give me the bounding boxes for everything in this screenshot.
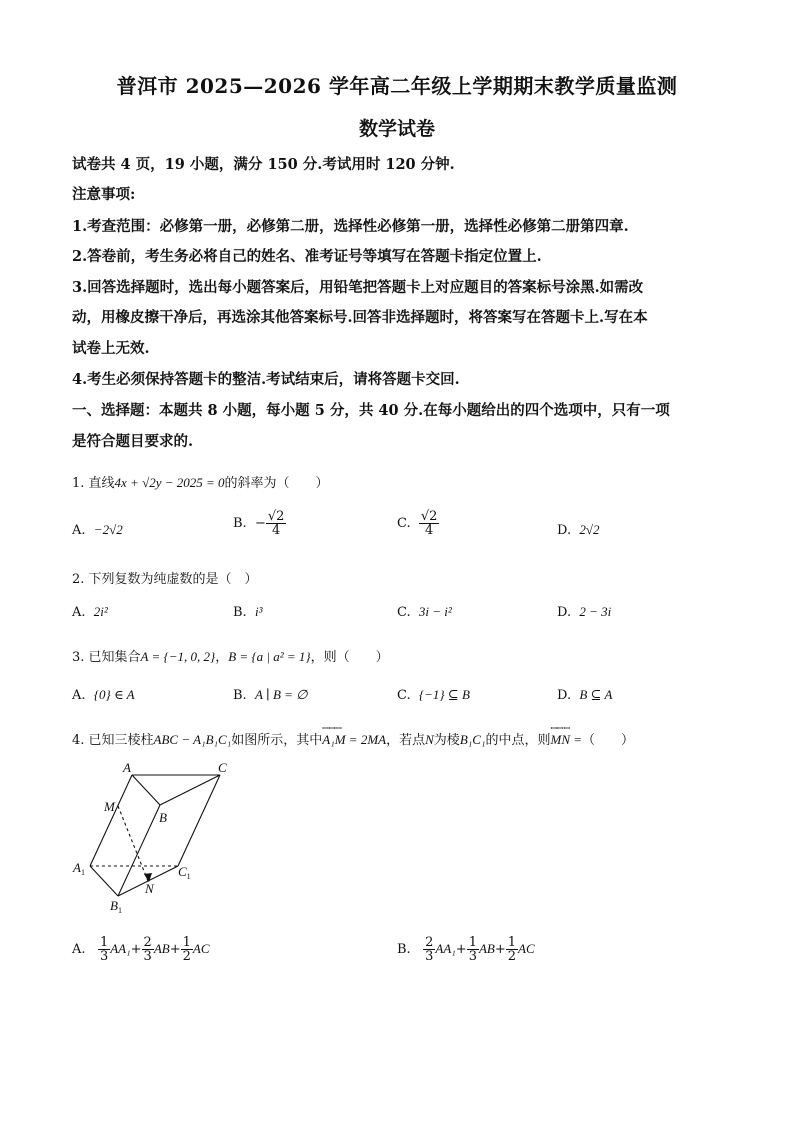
label-c1-letter: C bbox=[178, 864, 187, 879]
vector: AB bbox=[478, 941, 495, 956]
option-value: −2√2 bbox=[93, 522, 123, 537]
note-3: 3.回答选择题时，选出每小题答案后，用铅笔把答题卡上对应题目的答案标号涂黑.如需改 bbox=[72, 279, 644, 296]
notes-heading: 注意事项: bbox=[72, 186, 136, 203]
q4-prefix: 4. 已知三棱柱 bbox=[72, 733, 154, 748]
edge-a1b1 bbox=[90, 866, 118, 896]
fraction bbox=[506, 936, 518, 963]
numerator: 2 bbox=[143, 935, 152, 950]
option-label: C. bbox=[397, 516, 411, 531]
exam-summary: 试卷共 4 页，19 小题，满分 150 分.考试用时 120 分钟. bbox=[72, 156, 455, 173]
option-label: D. bbox=[557, 688, 572, 703]
note-1: 1.考查范围：必修第一册，必修第二册，选择性必修第一册，选择性必修第二册第四章. bbox=[72, 218, 629, 235]
label-c1-sub: 1 bbox=[186, 872, 191, 881]
question-3 bbox=[72, 646, 389, 665]
label-a1-letter: A bbox=[73, 860, 81, 875]
exam-title: 普洱市 2025—2026 学年高二年级上学期期末教学质量监测 bbox=[116, 74, 678, 98]
option-label: D. bbox=[557, 605, 572, 620]
denominator: 2 bbox=[507, 949, 517, 964]
q4-suffix: （ ） bbox=[582, 733, 635, 748]
fraction bbox=[181, 936, 193, 963]
q1-suffix: 的斜率为（ ） bbox=[224, 476, 329, 491]
option-label: D. bbox=[557, 523, 572, 538]
option-value: {−1} ⊆ B bbox=[418, 687, 470, 702]
note-4: 4.考生必须保持答题卡的整洁.考试结束后，请将答题卡交回. bbox=[72, 371, 460, 388]
q3-option-d[interactable] bbox=[557, 687, 612, 703]
q2-option-b[interactable] bbox=[233, 604, 262, 620]
label-a1-sub: 1 bbox=[80, 868, 85, 877]
q1-option-b[interactable] bbox=[233, 510, 286, 537]
numerator: 1 bbox=[468, 935, 477, 950]
q2-option-a[interactable] bbox=[72, 604, 108, 620]
option-label: B. bbox=[397, 942, 411, 957]
option-label: B. bbox=[233, 516, 247, 531]
q3-option-c[interactable] bbox=[397, 687, 470, 703]
q4-option-b[interactable] bbox=[397, 936, 535, 963]
option-value: 3i − i² bbox=[418, 604, 452, 619]
q1-option-a[interactable] bbox=[72, 522, 123, 538]
label-n: N bbox=[145, 881, 154, 896]
option-label: C. bbox=[397, 688, 411, 703]
vector: AB bbox=[153, 941, 170, 956]
section-heading: 一、选择题：本题共 8 小题，每小题 5 分，共 40 分.在每小题给出的四个选项中，只有一项 bbox=[72, 402, 670, 419]
question-1 bbox=[72, 472, 329, 491]
fraction bbox=[142, 936, 154, 963]
denominator: 3 bbox=[143, 949, 152, 964]
option-sign: − bbox=[254, 516, 266, 531]
section-heading-cont: 是符合题目要求的. bbox=[72, 433, 194, 450]
label-b1-letter: B bbox=[110, 898, 118, 913]
option-value: 2i² bbox=[93, 604, 108, 619]
q4-point: N bbox=[425, 732, 434, 747]
note-3-end: 试卷上无效. bbox=[72, 340, 150, 357]
denominator: 4 bbox=[425, 523, 434, 538]
label-b1 bbox=[110, 898, 122, 915]
q1-prefix: 1. 直线 bbox=[72, 476, 115, 491]
q4-text-3: 为棱 bbox=[433, 733, 460, 748]
label-a1 bbox=[72, 860, 85, 877]
option-label: C. bbox=[397, 605, 411, 620]
option-value: {0} ∈ A bbox=[93, 687, 135, 702]
q4-text-1: 如图所示，其中 bbox=[231, 733, 323, 748]
denominator: 3 bbox=[425, 949, 434, 964]
operator: + bbox=[169, 942, 181, 957]
q1-equation: 4x + √2y − 2025 = 0 bbox=[114, 475, 225, 490]
option-label: A. bbox=[72, 942, 86, 957]
vector-arrow-marks: ꟷꟷꟷ bbox=[322, 724, 342, 733]
denominator: 2 bbox=[182, 949, 191, 964]
q1-option-c[interactable] bbox=[397, 510, 439, 537]
q3-prefix: 3. 已知集合 bbox=[72, 650, 141, 665]
numerator: 1 bbox=[182, 935, 191, 950]
fraction bbox=[419, 510, 440, 537]
operator: + bbox=[130, 942, 142, 957]
q2-option-c[interactable] bbox=[397, 604, 452, 620]
denominator: 3 bbox=[99, 949, 109, 964]
q4-option-a[interactable] bbox=[72, 936, 210, 963]
option-value: 2√2 bbox=[579, 522, 600, 537]
label-a: A bbox=[123, 760, 131, 775]
fraction bbox=[467, 936, 479, 963]
option-label: B. bbox=[233, 688, 247, 703]
note-2: 2.答卷前，考生务必将自己的姓名、准考证号等填写在答题卡指定位置上. bbox=[72, 248, 542, 265]
vector: AA₁ bbox=[435, 941, 456, 956]
q3-set-a: A = {−1, 0, 2} bbox=[140, 649, 216, 664]
option-label: A. bbox=[72, 605, 86, 620]
q3-option-b[interactable] bbox=[233, 687, 307, 703]
vector: AC bbox=[192, 941, 210, 956]
label-c1 bbox=[178, 864, 191, 881]
option-value: A ∣ B = ∅ bbox=[254, 687, 308, 702]
fraction bbox=[266, 510, 287, 537]
question-4 bbox=[72, 724, 635, 748]
vector: AC bbox=[518, 941, 535, 956]
denominator: 3 bbox=[468, 949, 477, 964]
target-vector-text: MN = bbox=[550, 732, 583, 747]
exam-subtitle: 数学试卷 bbox=[358, 118, 435, 140]
operator: + bbox=[455, 942, 467, 957]
label-b: B bbox=[159, 810, 167, 825]
q3-option-a[interactable] bbox=[72, 687, 135, 703]
fraction bbox=[423, 936, 435, 963]
q1-option-d[interactable] bbox=[557, 522, 600, 538]
fraction bbox=[98, 936, 110, 963]
note-3-cont: 动，用橡皮擦干净后，再选涂其他答案标号.回答非选择题时，将答案写在答题卡上.写在本 bbox=[72, 309, 648, 326]
denominator: 4 bbox=[272, 523, 281, 538]
option-value: i³ bbox=[254, 604, 263, 619]
q3-suffix: ，则（ ） bbox=[310, 650, 389, 665]
label-m: M bbox=[104, 799, 115, 814]
prism-figure bbox=[72, 760, 242, 920]
q4-prism: ABC − A₁B₁C₁ bbox=[153, 732, 232, 747]
q4-text-2: ，若点 bbox=[386, 733, 426, 748]
numerator: 1 bbox=[99, 935, 109, 950]
option-label: B. bbox=[233, 605, 247, 620]
edge-ab bbox=[132, 775, 160, 805]
q4-text-4: 的中点，则 bbox=[485, 733, 551, 748]
q3-set-b: B = {a | a² = 1} bbox=[228, 649, 311, 664]
q4-edge: B₁C₁ bbox=[459, 732, 486, 747]
operator: + bbox=[494, 942, 506, 957]
q4-target-vector bbox=[550, 724, 583, 747]
option-value: 2 − 3i bbox=[579, 604, 612, 619]
q2-option-d[interactable] bbox=[557, 604, 611, 620]
vector-arrow-marks: ꟷꟷꟷ bbox=[550, 724, 571, 733]
option-value: B ⊆ A bbox=[579, 687, 613, 702]
option-label: A. bbox=[72, 688, 86, 703]
edge-cc1 bbox=[178, 775, 220, 866]
label-c: C bbox=[218, 760, 227, 775]
edge-aa1 bbox=[90, 775, 132, 866]
q4-vector-relation bbox=[322, 724, 387, 747]
vector-relation-text: A₁M = 2MA bbox=[322, 732, 387, 747]
label-b1-sub: 1 bbox=[117, 906, 122, 915]
question-2: 2. 下列复数为纯虚数的是（ ） bbox=[72, 572, 258, 587]
vector: AA₁ bbox=[110, 941, 131, 956]
edge-bc bbox=[160, 775, 220, 805]
q3-comma: ， bbox=[215, 650, 229, 665]
option-label: A. bbox=[72, 523, 86, 538]
numerator: √2 bbox=[267, 509, 285, 524]
numerator: 1 bbox=[507, 935, 517, 950]
numerator: √2 bbox=[420, 509, 438, 524]
numerator: 2 bbox=[425, 935, 434, 950]
segment-mn bbox=[118, 806, 148, 881]
edge-bb1 bbox=[118, 805, 160, 896]
